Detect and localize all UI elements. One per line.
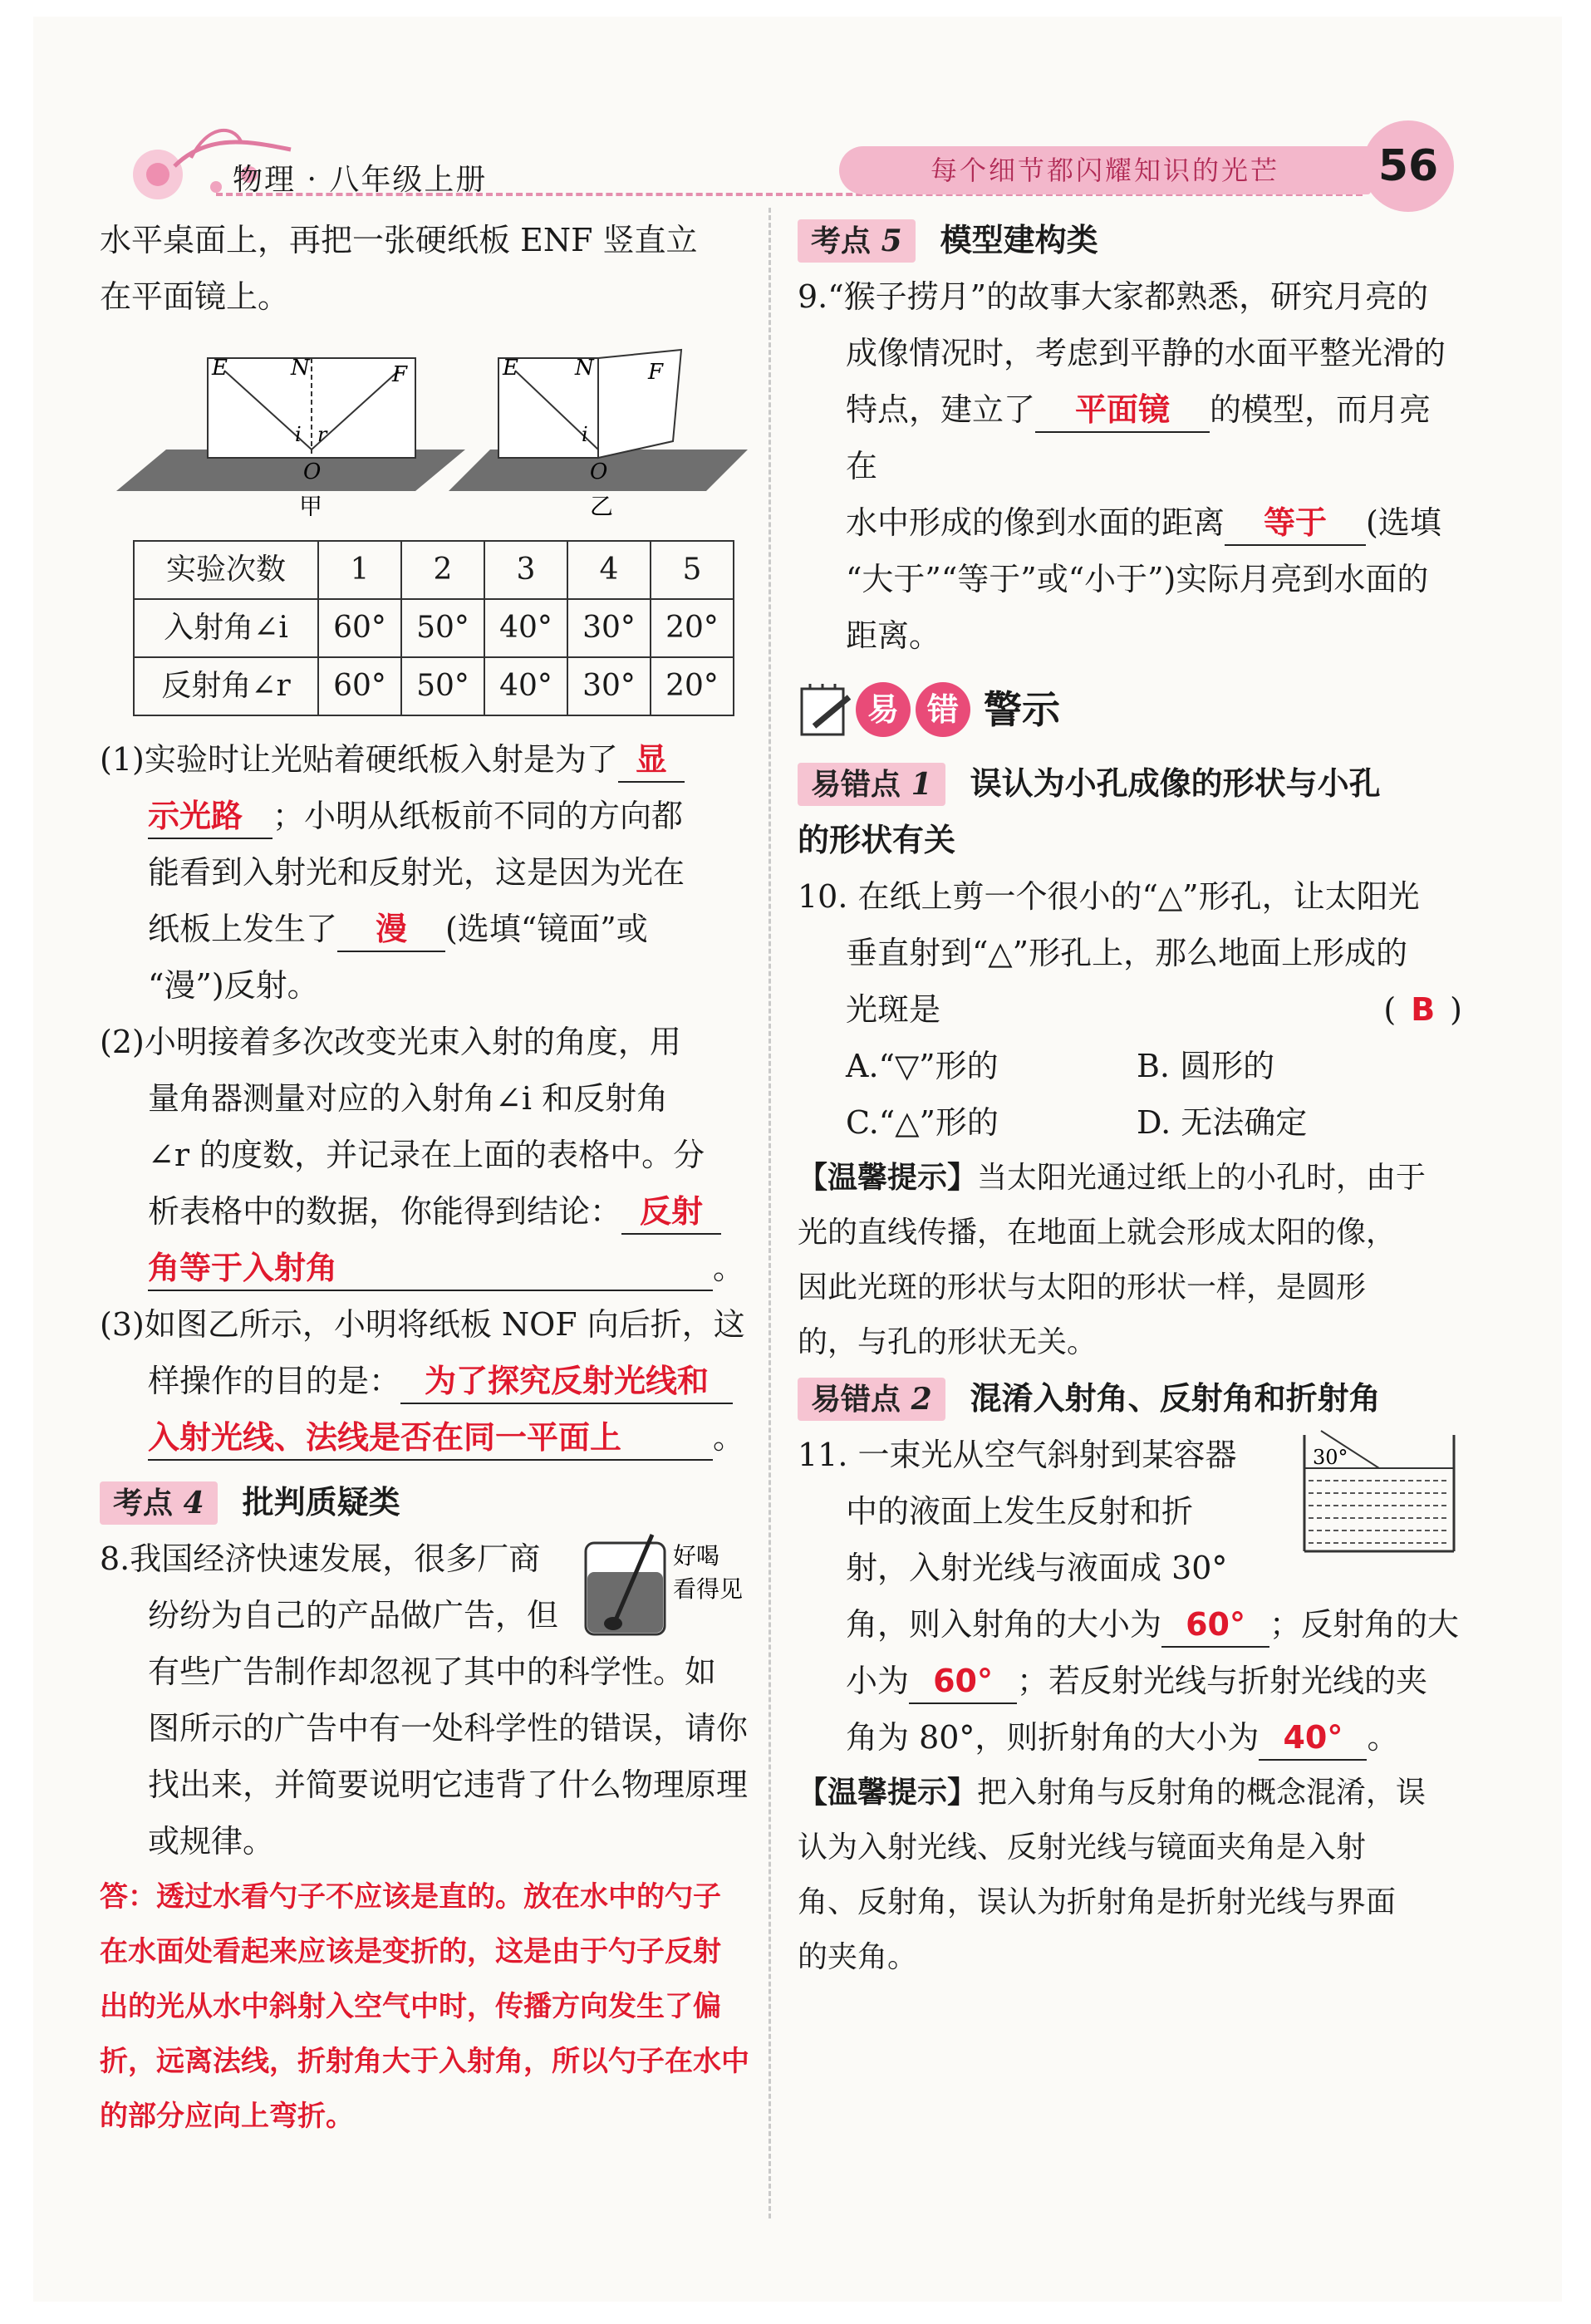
question-9-line: 特点，建立了 平面镜 的模型，而月亮在 xyxy=(798,381,1462,494)
label-f: F xyxy=(648,360,664,385)
answer-line: 折，远离法线，折射角大于入射角，所以勺子在水中 xyxy=(100,2045,749,2078)
table-cell: 3 xyxy=(484,541,567,599)
question-9-line: 水中形成的像到水面的距离 等于 (选填 xyxy=(798,494,1462,551)
question-11-line: 11. 一束光从空气斜射到某容器 xyxy=(798,1437,1237,1473)
table-cell: 30° xyxy=(567,599,651,657)
question-1-line: 纸板上发生了 漫 (选填“镜面”或 xyxy=(100,901,756,957)
table-cell: 入射角∠i xyxy=(134,599,318,657)
question-10-line: 10. 在纸上剪一个很小的“△”形孔，让太阳光 xyxy=(798,878,1420,915)
question-10-options xyxy=(798,1038,1462,1094)
table-cell: 4 xyxy=(567,541,651,599)
table-cell: 50° xyxy=(401,599,484,657)
warning-circle: 错 xyxy=(916,682,970,737)
table-row xyxy=(134,657,734,715)
label-i: i xyxy=(582,423,588,446)
ad-text: 看得见 xyxy=(673,1575,744,1603)
question-3-line: 样操作的目的是： 为了探究反射光线和 xyxy=(100,1353,756,1409)
table-cell: 实验次数 xyxy=(134,541,318,599)
table-cell: 2 xyxy=(401,541,484,599)
question-9-line: “大于”“等于”或“小于”)实际月亮到水面的 xyxy=(846,561,1429,597)
column-divider xyxy=(768,208,771,2218)
table-cell: 反射角∠r xyxy=(134,657,318,715)
question-9-line: 距离。 xyxy=(846,617,941,654)
table-cell: 5 xyxy=(651,541,734,599)
answer-line: 答：透过水看勺子不应该是直的。放在水中的勺子 xyxy=(100,1880,721,1914)
figure-b-caption: 乙 xyxy=(590,493,614,516)
table-cell: 1 xyxy=(318,541,401,599)
tip-box-2: 【温馨提示】把入射角与反射角的概念混淆，误 认为入射光线、反射光线与镜面夹角是入射 角、反射角，误认为折射角是折射光线与界面 的夹角。 xyxy=(798,1766,1462,1985)
answer-blank[interactable]: 漫 xyxy=(337,907,445,952)
advertisement-figure xyxy=(582,1530,756,1639)
label-e: E xyxy=(503,356,518,381)
table-cell: 20° xyxy=(651,599,734,657)
table-cell: 60° xyxy=(318,599,401,657)
question-2-line: 析表格中的数据，你能得到结论： 反射 xyxy=(100,1183,756,1240)
answer-blank[interactable]: 为了探究反射光线和 xyxy=(400,1359,733,1404)
question-8 xyxy=(100,1530,756,1870)
ad-text: 好喝 xyxy=(673,1542,720,1570)
answer-blank[interactable]: 等于 xyxy=(1225,501,1366,546)
liquid-container-figure xyxy=(1296,1427,1462,1560)
answer-line: 在水面处看起来应该是变折的，这是由于勺子反射 xyxy=(100,1935,721,1968)
section-heading-kp4 xyxy=(100,1474,756,1530)
question-8-line: 有些广告制作却忽视了其中的科学性。如 xyxy=(148,1653,717,1690)
tip-box-1: 【温馨提示】当太阳光通过纸上的小孔时，由于 光的直线传播，在地面上就会形成太阳的像， 因此光斑的形状与太阳的形状一样，是圆形 的，与孔的形状无关。 xyxy=(798,1151,1462,1370)
tip-label: 【温馨提示】 xyxy=(798,1776,978,1810)
mirror-experiment-figure xyxy=(100,325,756,516)
header-subject: 物理 · 八年级上册 xyxy=(233,163,488,197)
question-11-line: 小为 60° ；若反射光线与折射光线的夹 xyxy=(798,1653,1462,1709)
question-1-line: 示光路 ；小明从纸板前不同的方向都 xyxy=(100,788,756,844)
question-8-line: 图所示的广告中有一处科学性的错误，请你 xyxy=(148,1710,749,1747)
option-b[interactable]: B. 圆形的 xyxy=(1137,1048,1275,1084)
table-cell: 40° xyxy=(484,657,567,715)
tip-line: 的夹角。 xyxy=(798,1940,918,1974)
error-warning-banner xyxy=(798,664,1462,755)
table-row xyxy=(134,599,734,657)
label-o: O xyxy=(590,459,608,484)
page-number: 56 xyxy=(1363,120,1454,212)
answer-blank[interactable]: 反射 xyxy=(621,1190,721,1235)
figure-a xyxy=(116,356,465,516)
section-tag: 考点 5 xyxy=(798,219,916,263)
figure-b xyxy=(449,350,748,516)
label-i: i xyxy=(295,423,302,446)
section-title: 模型建构类 xyxy=(940,222,1098,258)
tip-line: 角、反射角，误认为折射角是折射光线与界面 xyxy=(798,1885,1397,1919)
question-8-answer xyxy=(100,1870,756,2144)
question-11-line: 射，入射光线与液面成 30° xyxy=(846,1550,1228,1586)
answer-blank[interactable]: 平面镜 xyxy=(1035,388,1210,433)
section-heading-kp5 xyxy=(798,212,1462,268)
notepad-pencil-icon xyxy=(798,680,856,739)
question-9-line: 9.“猴子捞月”的故事大家都熟悉，研究月亮的 xyxy=(798,278,1429,315)
question-10-options xyxy=(798,1094,1462,1151)
table-cell: 20° xyxy=(651,657,734,715)
label-e: E xyxy=(212,356,228,381)
answer-line: 出的光从水中斜射入空气中时，传播方向发生了偏 xyxy=(100,1990,721,2023)
question-10-line: 光斑是 ( B ) xyxy=(846,991,1462,1028)
left-column xyxy=(100,212,756,2144)
section-tag: 易错点 1 xyxy=(798,763,945,806)
header-slogan: 每个细节都闪耀知识的光芒 xyxy=(839,146,1371,194)
table-cell: 40° xyxy=(484,599,567,657)
option-c[interactable]: C.“△”形的 xyxy=(846,1104,999,1141)
question-2-line: (2)小明接着多次改变光束入射的角度，用 xyxy=(100,1024,681,1060)
question-2-line: ∠r 的度数，并记录在上面的表格中。分 xyxy=(148,1137,705,1173)
error-point-1-heading: 易错点 1 误认为小孔成像的形状与小孔 xyxy=(798,755,1462,812)
answer-blank[interactable]: 60° xyxy=(1161,1603,1269,1648)
right-column xyxy=(798,212,1462,1985)
intro-line: 水平桌面上，再把一张硬纸板 ENF 竖直立 xyxy=(100,222,698,258)
warning-title: 警示 xyxy=(984,687,1060,732)
question-11-line: 角为 80°，则折射角的大小为 40° 。 xyxy=(798,1709,1462,1766)
tip-line: 因此光斑的形状与太阳的形状一样，是圆形 xyxy=(798,1270,1367,1304)
answer-blank[interactable]: 入射光线、法线是否在同一平面上 xyxy=(148,1416,713,1461)
label-f: F xyxy=(392,362,408,387)
question-11-line: 角，则入射角的大小为 60° ；反射角的大 xyxy=(798,1596,1462,1653)
choice-answer[interactable]: B xyxy=(1411,991,1436,1028)
answer-line: 的部分应向上弯折。 xyxy=(100,2100,354,2133)
table-row xyxy=(134,541,734,599)
question-1-line: 能看到入射光和反射光，这是因为光在 xyxy=(148,854,685,891)
answer-blank[interactable]: 示光路 xyxy=(148,794,273,839)
data-table xyxy=(133,540,734,716)
table-cell: 30° xyxy=(567,657,651,715)
label-n: N xyxy=(291,356,310,381)
error-point-1-heading: 的形状有关 xyxy=(798,822,956,858)
angle-label: 30° xyxy=(1313,1446,1348,1469)
option-d[interactable]: D. 无法确定 xyxy=(1137,1104,1308,1141)
label-r: r xyxy=(317,423,327,446)
question-2-line: 角等于入射角 。 xyxy=(100,1240,756,1296)
label-o: O xyxy=(303,459,322,484)
table-cell: 60° xyxy=(318,657,401,715)
question-8-line: 纷纷为自己的产品做广告，但 xyxy=(148,1597,559,1634)
question-11-line: 中的液面上发生反射和折 xyxy=(846,1493,1194,1530)
answer-blank[interactable]: 角等于入射角 xyxy=(148,1246,713,1291)
question-1-line: “漫”)反射。 xyxy=(148,967,319,1004)
table-cell: 50° xyxy=(401,657,484,715)
question-8-line: 或规律。 xyxy=(148,1823,275,1860)
warning-circle: 易 xyxy=(856,682,911,737)
question-1-line: (1)实验时让光贴着硬纸板入射是为了 显 xyxy=(100,731,756,788)
label-n: N xyxy=(575,356,594,381)
section-tag: 考点 4 xyxy=(100,1481,218,1525)
answer-blank[interactable]: 显 xyxy=(618,738,685,783)
tip-line: 的，与孔的形状无关。 xyxy=(798,1325,1097,1359)
option-a[interactable]: A.“▽”形的 xyxy=(846,1048,999,1084)
section-tag: 易错点 2 xyxy=(798,1378,945,1421)
tip-line: 认为入射光线、反射光线与镜面夹角是入射 xyxy=(798,1830,1367,1865)
question-11 xyxy=(798,1427,1462,1766)
intro-line: 在平面镜上。 xyxy=(100,278,290,315)
section-title: 批判质疑类 xyxy=(242,1484,400,1521)
question-3-line: 入射光线、法线是否在同一平面上 。 xyxy=(100,1409,756,1466)
question-8-line: 8.我国经济快速发展，很多厂商 xyxy=(100,1540,541,1577)
figure-a-caption: 甲 xyxy=(299,493,323,516)
question-10-line: 垂直射到“△”形孔上，那么地面上形成的 xyxy=(846,935,1408,971)
tip-label: 【温馨提示】 xyxy=(798,1161,978,1195)
question-2-line: 量角器测量对应的入射角∠i 和反射角 xyxy=(148,1080,669,1117)
error-point-2-heading: 易错点 2 混淆入射角、反射角和折射角 xyxy=(798,1370,1462,1427)
answer-blank[interactable]: 60° xyxy=(909,1659,1017,1704)
question-8-line: 找出来，并简要说明它违背了什么物理原理 xyxy=(148,1766,749,1803)
question-3-line: (3)如图乙所示，小明将纸板 NOF 向后折，这 xyxy=(100,1306,745,1343)
answer-blank[interactable]: 40° xyxy=(1259,1716,1367,1761)
tip-line: 光的直线传播，在地面上就会形成太阳的像， xyxy=(798,1216,1397,1250)
question-9-line: 成像情况时，考虑到平静的水面平整光滑的 xyxy=(846,335,1446,371)
